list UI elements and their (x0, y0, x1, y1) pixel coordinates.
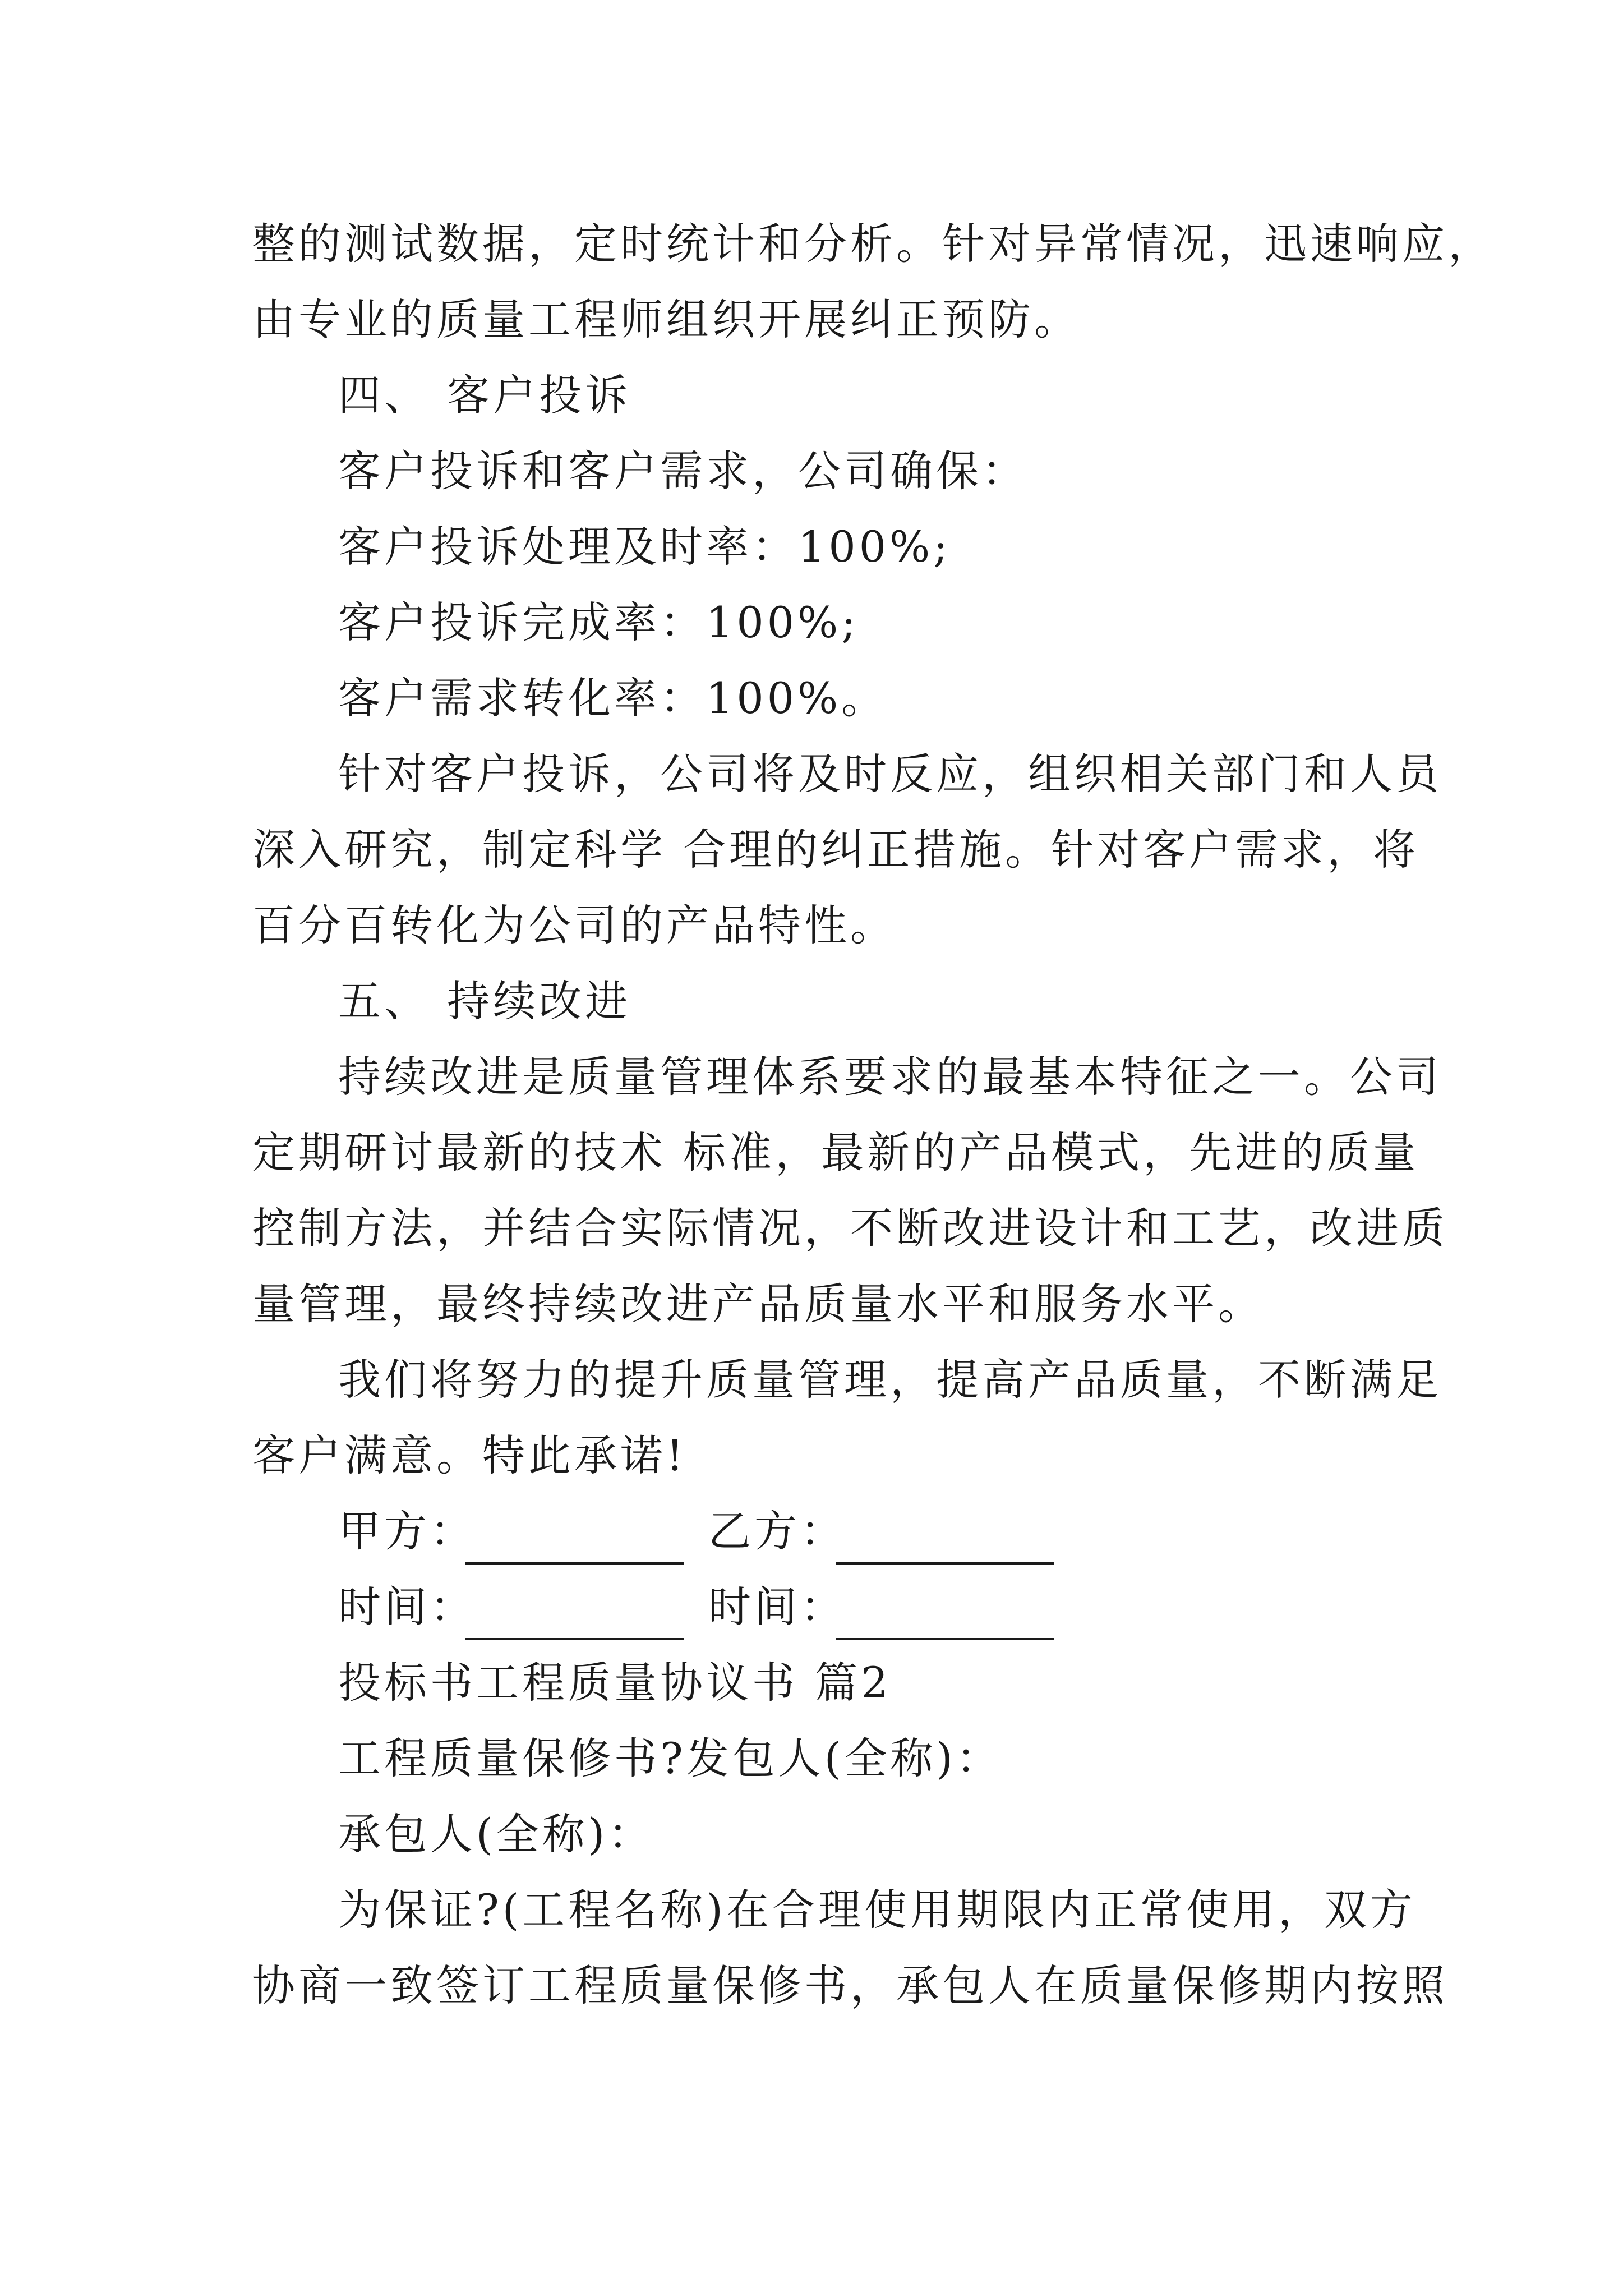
section-heading-continuous-improvement: 五、 持续改进 (338, 976, 631, 1026)
paragraph-line: 协商一致签订工程质量保修书，承包人在质量保修期内按照 (252, 1961, 1448, 2010)
party-b-label: 乙方： (708, 1506, 846, 1556)
list-item: 客户投诉完成率：100%; (338, 597, 859, 647)
paragraph-line: 深入研究，制定科学 合理的纠正措施。针对客户需求，将 (252, 825, 1419, 875)
paragraph-line: 由专业的质量工程师组织开展纠正预防。 (252, 295, 1080, 344)
list-item: 客户投诉处理及时率：100%; (338, 522, 951, 572)
paragraph-line: 控制方法，并结合实际情况，不断改进设计和工艺，改进质 (252, 1203, 1448, 1253)
paragraph-line: 整的测试数据，定时统计和分析。针对异常情况，迅速响应， (252, 219, 1494, 269)
paragraph-line: 百分百转化为公司的产品特性。 (252, 900, 896, 950)
time-a-blank (465, 1638, 684, 1640)
paragraph-line: 针对客户投诉，公司将及时反应，组织相关部门和人员 (338, 749, 1442, 799)
paragraph-line: 客户满意。特此承诺! (252, 1430, 687, 1480)
paragraph-line: 量管理，最终持续改进产品质量水平和服务水平。 (252, 1279, 1264, 1329)
time-b-label: 时间： (708, 1582, 846, 1632)
paragraph-line: 持续改进是质量管理体系要求的最基本特征之一。公司 (338, 1052, 1442, 1102)
time-b-blank (836, 1638, 1054, 1640)
paragraph-line: 承包人(全称)： (338, 1809, 654, 1859)
list-item: 客户需求转化率：100%。 (338, 673, 888, 723)
party-a-label: 甲方： (338, 1506, 476, 1556)
paragraph-line: 我们将努力的提升质量管理，提高产品质量，不断满足 (338, 1355, 1442, 1405)
paragraph-line: 客户投诉和客户需求，公司确保： (338, 446, 1028, 496)
party-b-signature-blank (836, 1562, 1054, 1565)
paragraph-line: 定期研讨最新的技术 标准，最新的产品模式，先进的质量 (252, 1128, 1419, 1177)
paragraph-line: 为保证?(工程名称)在合理使用期限内正常使用，双方 (338, 1885, 1417, 1935)
document-section-title: 投标书工程质量协议书 篇2 (338, 1658, 892, 1708)
section-heading-customer-complaints: 四、 客户投诉 (338, 370, 631, 420)
party-a-signature-blank (465, 1562, 684, 1565)
paragraph-line: 工程质量保修书?发包人(全称)： (338, 1733, 1003, 1783)
time-a-label: 时间： (338, 1582, 476, 1632)
